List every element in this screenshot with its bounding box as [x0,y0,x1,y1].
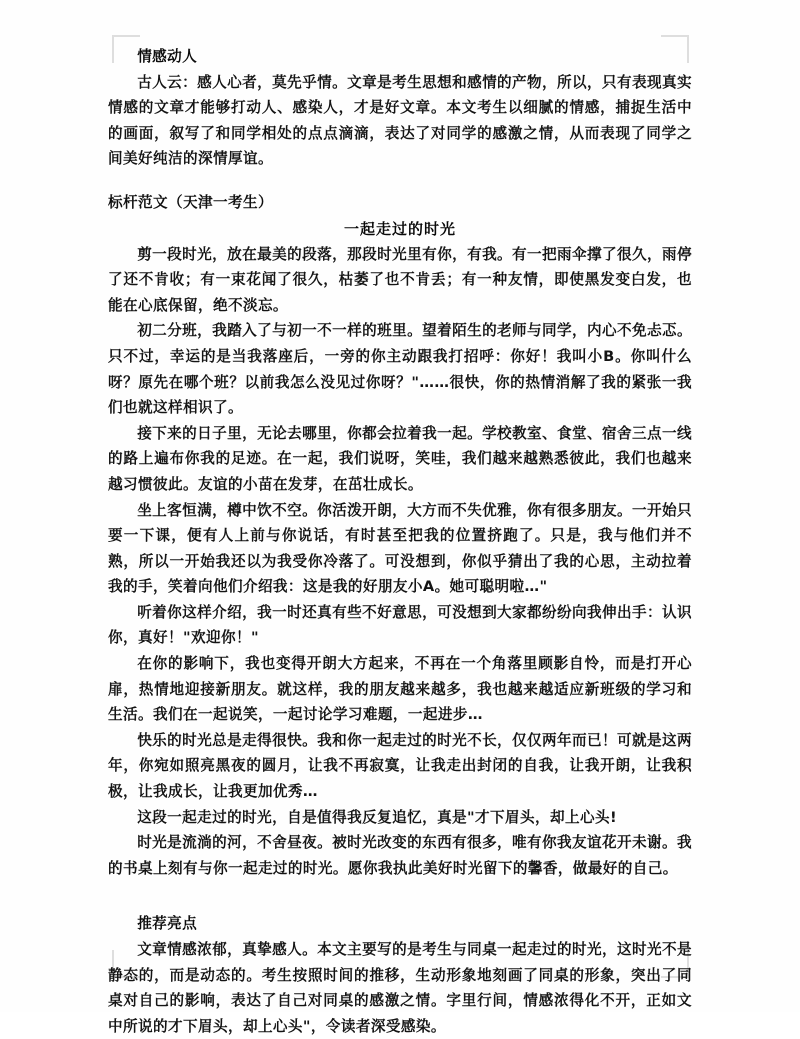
essay-paragraph: 时光是流淌的河，不舍昼夜。被时光改变的东西有很多，唯有你我友谊花开未谢。我的书桌上刻有与你一起走过的时光。愿你我执此美好时光留下的馨香，做最好的自己。 [108,834,692,877]
document-content [108,44,692,1039]
essay-paragraph: 剪一段时光，放在最美的段落，那段时光里有你，有我。有一把雨伞撑了很久，雨停了还不肯收；有一束花闻了很久，枯萎了也不肯丢；有一种友情，即使黑发变白发，也能在心底保留，绝不淡忘。 [108,245,692,314]
highlight-section-heading: 推荐亮点 [137,915,198,933]
highlight-section-paragraph: 文章情感浓郁，真挚感人。本文主要写的是考生与同桌一起走过的时光，这时光不是静态的，而是动态的。考生按照时间的推移，生动形象地刻画了同桌的形象，突出了同桌对自己的影响，表达了自己对同桌的感激之情。字里行间，情感浓得化不开，正如文中所说的才下眉头，却上心头"，令读者深受感染。 [108,941,692,1035]
essay-paragraph: 在你的影响下，我也变得开朗大方起来，不再在一个角落里顾影自怜，而是打开心扉，热情地迎接新朋友。就这样，我的朋友越来越多，我也越来越适应新班级的学习和生活。我们在一起说笑，一起讨论学习难题，一起进步… [108,655,692,724]
essay-title: 一起走过的时光 [343,219,456,238]
spacer [108,172,692,190]
emotion-section-heading: 情感动人 [137,48,198,65]
essay-paragraph: 听着你这样介绍，我一时还真有些不好意思，可没想到大家都纷纷向我伸出手：认识你，真好！"欢迎你！" [108,603,692,647]
essay-paragraph: 这段一起走过的时光，自是值得我反复追忆，真是"才下眉头，却上心头! [137,808,618,826]
essay-paragraph: 初二分班，我踏入了与初一不一样的班里。望着陌生的老师与同学，内心不免忐忑。只不过，幸运的是当我落座后，一旁的你主动跟我打招呼：你好！我叫小B。你叫什么呀？原先在哪个班？以前我怎么没见过你呀？"……很快，你的热情消解了我的紧张一我们也就这样相识了。 [108,322,692,417]
essay-paragraph: 接下来的日子里，无论去哪里，你都会拉着我一起。学校教室、食堂、宿舍三点一线的路上遍布你我的足迹。在一起，我们说呀，笑哇，我们越来越熟悉彼此，我们也越来越习惯彼此。友谊的小苗在发芽，在茁壮成长。 [108,424,692,493]
emotion-section-paragraph: 古人云：感人心者，莫先乎情。文章是考生思想和感情的产物，所以，只有表现真实情感的文章才能够打动人、感染人，才是好文章。本文考生以细腻的情感，捕捉生活中的画面，叙写了和同学相处的点点滴滴，表达了对同学的感激之情，从而表现了同学之间美好纯洁的深情厚谊。 [108,73,692,168]
essay-paragraph: 快乐的时光总是走得很快。我和你一起走过的时光不长，仅仅两年而已！可就是这两年，你宛如照亮黑夜的圆月，让我不再寂寞，让我走出封闭的自我，让我开朗，让我积极，让我成长，让我更加优秀… [108,731,692,801]
model-essay-label: 标杆范文（天津一考生） [108,193,273,211]
spacer [108,881,692,911]
essay-paragraph: 坐上客恒满，樽中饮不空。你活泼开朗，大方而不失优雅，你有很多朋友。一开始只要一下课，便有人上前与你说话，有时甚至把我的位置挤跑了。只是，我与他们并不熟，所以一开始我还以为我受你冷落了。可没想到，你似乎猜出了我的心思，主动拉着我的手，笑着向他们介绍我：这是我的好朋友小A。她可聪明啦…" [108,501,692,596]
